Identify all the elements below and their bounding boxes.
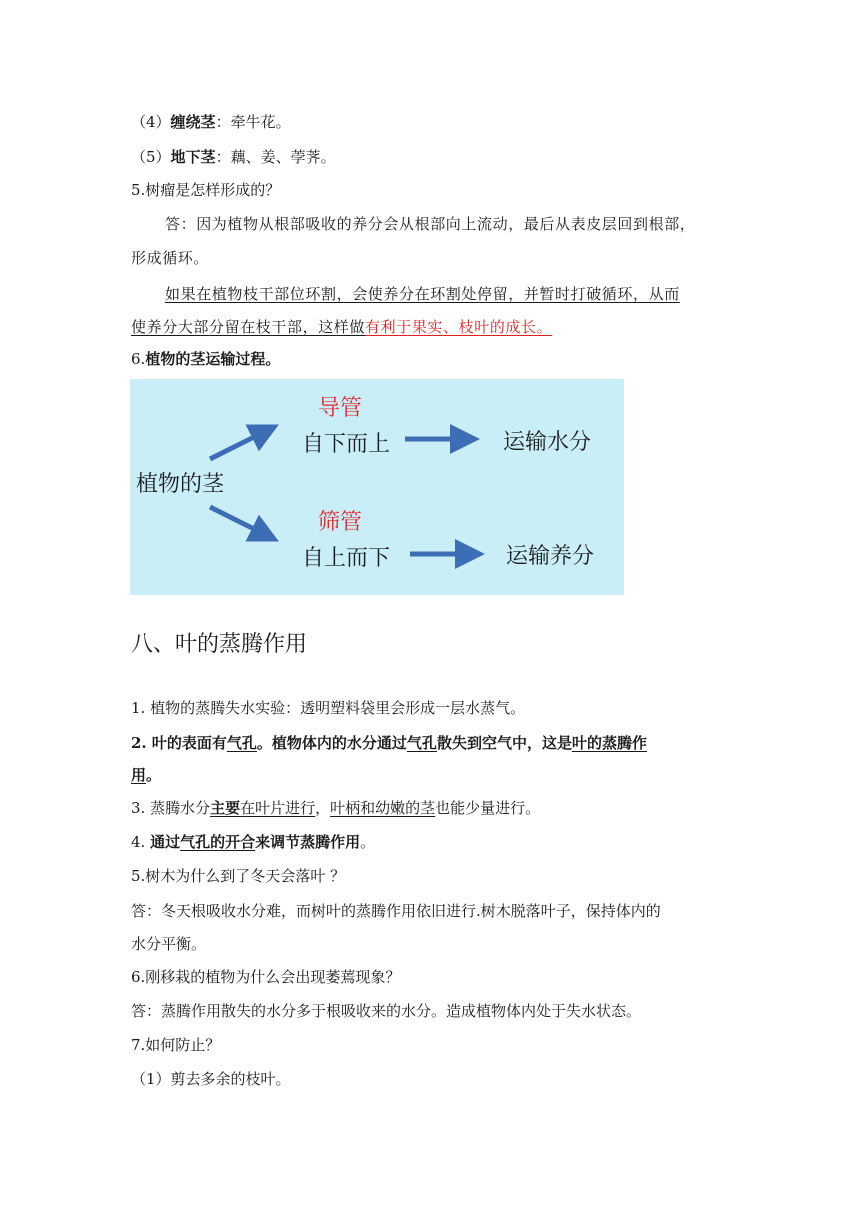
answer-6-wilting: 答：蒸腾作用散失的水分多于根吸收来的水分。造成植物体内处于失水状态。	[131, 1002, 642, 1020]
answer-5-leaves-line-1: 答：冬天根吸收水分难，而树叶的蒸腾作用依旧进行.树木脱落叶子，保持体内的	[131, 902, 661, 920]
answer-5-leaves-line-2: 水分平衡。	[131, 935, 207, 953]
stem-label: 植物的茎	[136, 472, 225, 497]
question-6-wilting: 6.刚移栽的植物为什么会出现萎蔫现象？	[131, 968, 401, 986]
stem-transport-diagram	[130, 379, 624, 595]
point-4: 4. 通过气孔的开合来调节蒸腾作用。	[131, 833, 376, 851]
arrow-stem-to-top	[210, 429, 270, 459]
water-transport: 运输水分	[503, 430, 592, 455]
answer-5-line-2: 形成循环。	[131, 249, 210, 267]
vessel-label: 导管	[318, 396, 363, 421]
point-2-line-1: 2. 叶的表面有气孔。植物体内的水分通过气孔散失到空气中，这是叶的蒸腾作	[131, 734, 647, 752]
question-6: 6.植物的茎运输过程。	[131, 350, 281, 368]
item-4: （4）缠绕茎：牵牛花。	[131, 113, 291, 131]
point-3: 3. 蒸腾水分主要在叶片进行，叶柄和幼嫩的茎也能少量进行。	[131, 799, 541, 817]
answer-7-item-1: （1）剪去多余的枝叶。	[131, 1070, 291, 1088]
upward-direction: 自下而上	[302, 432, 391, 457]
sieve-tube-label: 筛管	[318, 510, 363, 535]
downward-direction: 自上而下	[302, 546, 391, 571]
section-heading: 八、叶的蒸腾作用	[131, 632, 308, 657]
question-5: 5.树瘤是怎样形成的？	[131, 181, 281, 199]
arrow-stem-to-bottom	[210, 507, 270, 537]
question-7-prevention: 7.如何防止？	[131, 1036, 221, 1054]
point-2-line-2: 用。	[131, 766, 162, 784]
question-5-leaves: 5.树木为什么到了冬天会落叶 ？	[131, 867, 346, 885]
point-1: 1. 植物的蒸腾失水实验：透明塑料袋里会形成一层水蒸气。	[131, 699, 526, 717]
girdling-line-2: 使养分大部分留在枝干部，这样做有利于果实、枝叶的成长。	[131, 318, 553, 336]
item-5: （5）地下茎：藕、姜、荸荠。	[131, 148, 336, 166]
nutrient-transport: 运输养分	[506, 544, 595, 569]
answer-5-line-1: 答：因为植物从根部吸收的养分会从根部向上流动，最后从表皮层回到根部，	[165, 215, 696, 233]
girdling-line-1: 如果在植物枝干部位环割，会使养分在环割处停留，并暂时打破循环，从而	[165, 285, 680, 303]
